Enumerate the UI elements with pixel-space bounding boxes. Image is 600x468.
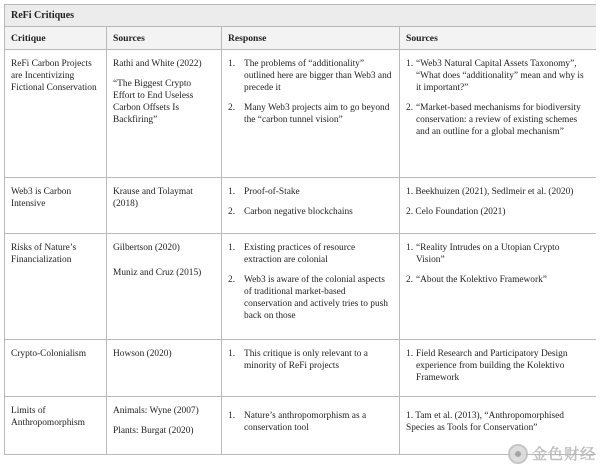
response-sources-cell [400,234,597,340]
list-item: 2. Many Web3 projects aim to go beyond the “carbon tunnel vision” [228,103,390,126]
list-item: 1. Tam et al. (2013), “Anthropomorphised Species as Tools for Conservation” [406,411,564,434]
header-response-sources: Sources [400,27,597,50]
list-item: 1. Field Research and Participatory Design experience from building the Kolektivo Framework [406,349,568,384]
watermark-text: 金色财经 [531,445,596,463]
list-item: 2. Celo Foundation (2021) [406,207,506,218]
critique-cell: Risks of Nature’s Financialization [5,234,107,340]
header-sources: Sources [107,27,222,50]
table-row [5,50,597,178]
list-item: 1. “Reality Intrudes on a Utopian Crypto Vision” [406,243,560,266]
response-cell [222,178,400,234]
list-item: 1. Proof-of-Stake [228,187,300,197]
critique-cell: Limits of Anthropomorphism [5,397,107,455]
list-item: 1. Beekhuizen (2021), Sedlmeir et al. (2020) [406,187,574,197]
table-row [5,234,597,340]
response-sources-cell [400,50,597,178]
list-item: 2. “About the Kolektivo Framework” [406,275,547,286]
header-critique: Critique [5,27,107,50]
table-row [5,178,597,234]
critiques-table [4,4,596,455]
list-item: 1. Nature’s anthropomorphism as a conservation tool [228,411,367,434]
critique-cell: ReFi Carbon Projects are Incentivizing Fictional Conservation [5,50,107,178]
sources-cell: Rathi and White (2022) “The Biggest Crypto Effort to End Useless Carbon Offsets Is Backfiring” [107,50,222,178]
list-item: 2. Web3 is aware of the colonial aspects of traditional market-based conservation and actively tries to push back on those [228,275,388,322]
response-cell [222,397,400,455]
list-item: 1. Existing practices of resource extraction are colonial [228,243,356,266]
table-title: ReFi Critiques [5,5,597,27]
critique-cell: Web3 is Carbon Intensive [5,178,107,234]
list-item: 2. Carbon negative blockchains [228,207,353,218]
sources-cell: Animals: Wyne (2007) Plants: Burgat (2020) [107,397,222,455]
response-cell [222,234,400,340]
header-response: Response [222,27,400,50]
sources-cell: Gilbertson (2020) Muniz and Cruz (2015) [107,234,222,340]
critiques-table-wrapper [4,4,596,464]
list-item: 1. “Web3 Natural Capital Assets Taxonomy”, “What does “additionality” mean and why is it important?” [406,59,584,94]
response-cell [222,340,400,397]
gold-finance-logo-icon [508,444,528,464]
watermark [508,443,596,464]
list-item: 1. The problems of “additionality” outlined here are bigger than Web3 and precede it [228,59,392,94]
table-title-row [5,5,597,27]
table-row [5,340,597,397]
response-sources-cell [400,340,597,397]
list-item: 1. This critique is only relevant to a minority of ReFi projects [228,349,368,372]
response-cell [222,50,400,178]
response-sources-cell [400,178,597,234]
critique-cell: Crypto-Colonialism [5,340,107,397]
table-header-row [5,27,597,50]
list-item: 2. “Market-based mechanisms for biodiversity conservation: a review of existing schemes and an outline for a global mechanism” [406,103,581,138]
sources-cell: Howson (2020) [107,340,222,397]
sources-cell: Krause and Tolaymat (2018) [107,178,222,234]
